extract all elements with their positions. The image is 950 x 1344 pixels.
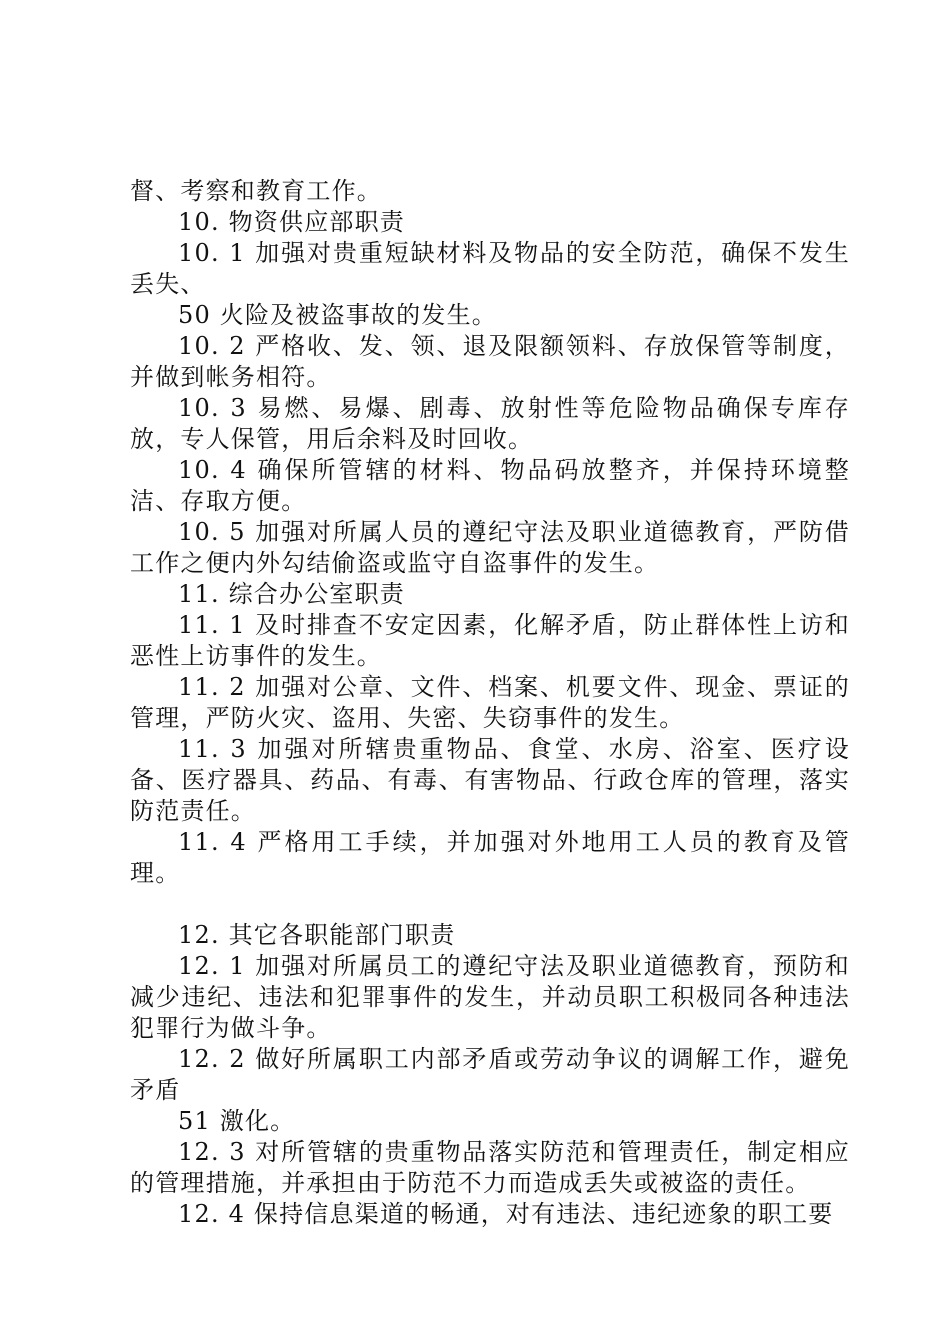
section-heading-11: 11. 综合办公室职责	[178, 580, 405, 608]
paragraph-10-3: 10. 3 易燃、易爆、剧毒、放射性等危险物品确保专库存放，专人保管，用后余料及时回收。	[130, 394, 850, 453]
paragraph-11-2: 11. 2 加强对公章、文件、档案、机要文件、现金、票证的管理，严防火灾、盗用、失密、失窃事件的发生。	[130, 673, 850, 732]
paragraph-10-2: 10. 2 严格收、发、领、退及限额领料、存放保管等制度，并做到帐务相符。	[130, 332, 850, 391]
paragraph-continuation: 督、考察和教育工作。	[130, 177, 382, 205]
paragraph-11-4: 11. 4 严格用工手续，并加强对外地用工人员的教育及管理。	[130, 828, 850, 887]
paragraph-11-1: 11. 1 及时排查不安定因素，化解矛盾，防止群体性上访和恶性上访事件的发生。	[130, 611, 850, 670]
paragraph-10-1-cont: 50 火险及被盗事故的发生。	[178, 301, 497, 329]
paragraph-11-3: 11. 3 加强对所辖贵重物品、食堂、水房、浴室、医疗设备、医疗器具、药品、有毒、有害物品、行政仓库的管理，落实防范责任。	[130, 735, 850, 825]
section-heading-10: 10. 物资供应部职责	[178, 208, 405, 236]
section-heading-12: 12. 其它各职能部门职责	[178, 921, 456, 949]
paragraph-10-1: 10. 1 加强对贵重短缺材料及物品的安全防范，确保不发生丢失、	[130, 239, 850, 298]
document-body	[130, 176, 850, 1230]
paragraph-10-5: 10. 5 加强对所属人员的遵纪守法及职业道德教育，严防借工作之便内外勾结偷盗或监守自盗事件的发生。	[130, 518, 850, 577]
paragraph-12-2: 12. 2 做好所属职工内部矛盾或劳动争议的调解工作，避免矛盾	[130, 1045, 850, 1104]
paragraph-10-4: 10. 4 确保所管辖的材料、物品码放整齐，并保持环境整洁、存取方便。	[130, 456, 850, 515]
paragraph-12-1: 12. 1 加强对所属员工的遵纪守法及职业道德教育，预防和减少违纪、违法和犯罪事件的发生，并动员职工积极同各种违法犯罪行为做斗争。	[130, 952, 850, 1042]
paragraph-12-3: 12. 3 对所管辖的贵重物品落实防范和管理责任，制定相应的管理措施，并承担由于防范不力而造成丢失或被盗的责任。	[130, 1138, 850, 1197]
paragraph-12-2-cont: 51 激化。	[178, 1107, 296, 1135]
paragraph-12-4: 12. 4 保持信息渠道的畅通，对有违法、违纪迹象的职工要	[178, 1200, 834, 1228]
